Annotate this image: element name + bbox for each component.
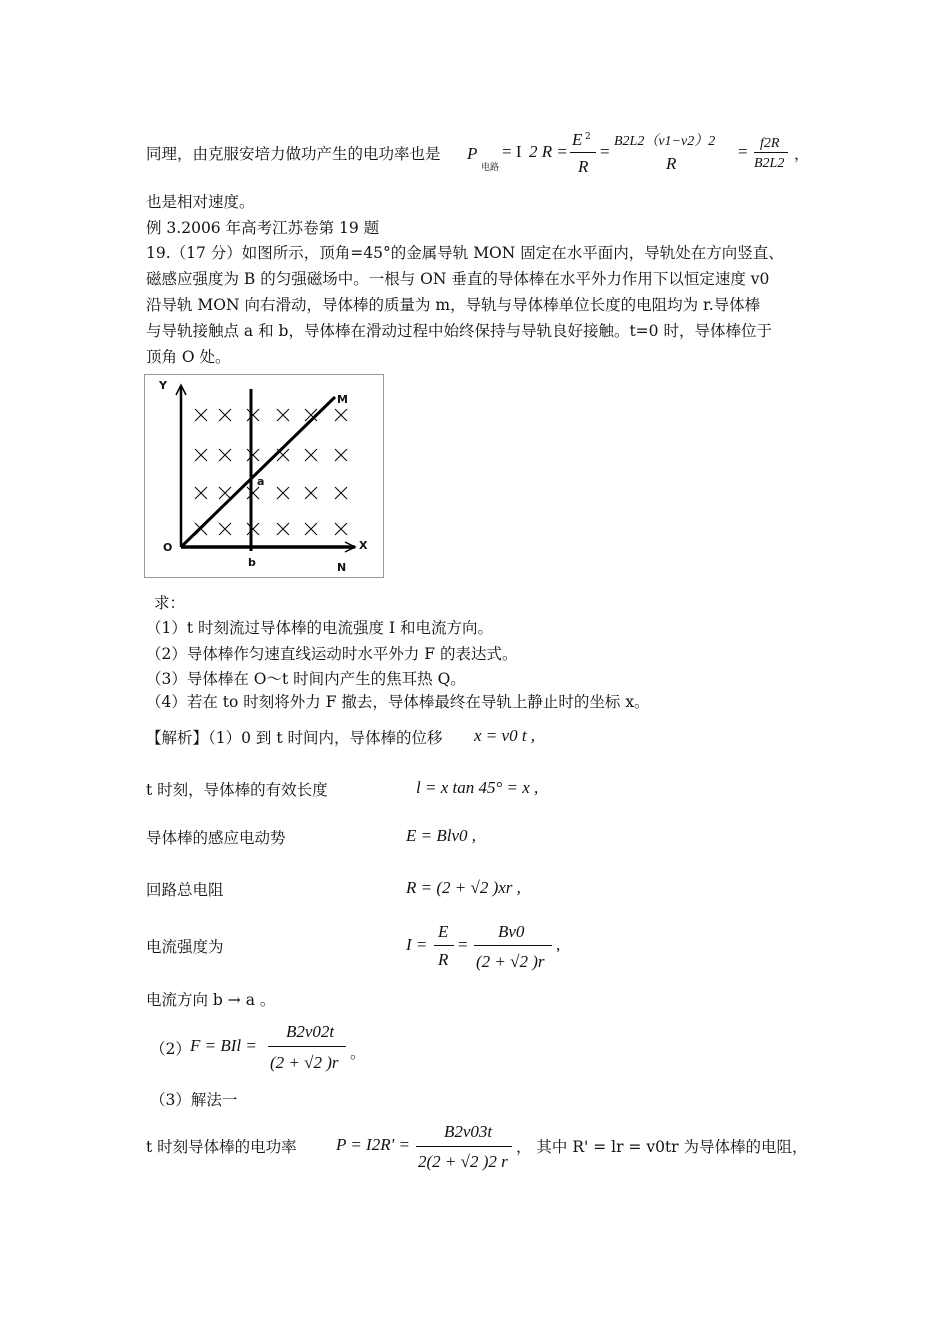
displacement-formula: x = v0 t , [474, 726, 536, 745]
current-eq: = [458, 935, 468, 954]
part2-lhs: F = BIl = [190, 1036, 257, 1055]
problem-line-3: 沿导轨 MON 向右滑动，导体棒的质量为 m，导轨与导体棒单位长度的电阻均为 r.导体棒 [146, 296, 761, 314]
row-effective-length-label: t 时刻，导体棒的有效长度 [146, 781, 328, 799]
frac1-numerator: E [572, 130, 583, 149]
row-effective-length-formula: l = x tan 45° = x , [416, 778, 539, 797]
field-x-marker [277, 449, 289, 461]
part2-tail: 。 [350, 1044, 366, 1062]
x-axis-label: X [359, 539, 368, 552]
part2-denominator: (2 + √2 )r [270, 1053, 339, 1072]
part3-text: t 时刻导体棒的电功率 [146, 1138, 297, 1156]
solution-header: 【解析】（1）0 到 t 时间内，导体棒的位移 [146, 729, 443, 747]
row-current-label: 电流强度为 [146, 938, 224, 956]
field-x-marker [195, 409, 207, 421]
field-x-marker [305, 487, 317, 499]
field-x-marker [277, 409, 289, 421]
row-emf-formula: E = Blv0 , [406, 826, 477, 845]
frac3-bar [754, 152, 788, 153]
m-point-label: M [337, 393, 348, 406]
b-point-label: b [248, 556, 256, 569]
current-lhs: I = [406, 935, 428, 954]
field-x-marker [195, 487, 207, 499]
problem-line-5: 顶角 O 处。 [146, 348, 231, 366]
frac3-numerator: f2R [760, 136, 780, 151]
current-frac-a-num: E [438, 922, 449, 941]
question-3: （3）导体棒在 O～t 时间内产生的焦耳热 Q。 [146, 670, 466, 688]
field-x-marker [195, 449, 207, 461]
intro-text: 同理，由克服安培力做功产生的电功率也是 [146, 145, 441, 163]
frac1-numerator-sup: 2 [585, 132, 591, 142]
part3-bar [416, 1146, 512, 1147]
part3-denominator: 2(2 + √2 )2 r [418, 1152, 508, 1171]
part3-tail: ， 其中 R' = lr = v0tr 为导体棒的电阻， [516, 1138, 808, 1156]
question-4: （4）若在 to 时刻将外力 F 撤去，导体棒最终在导轨上静止时的坐标 x。 [146, 693, 650, 711]
field-x-marker [305, 449, 317, 461]
row-resistance-label: 回路总电阻 [146, 881, 224, 899]
frac1-denominator: R [578, 157, 589, 176]
example-title: 例 3.2006 年高考江苏卷第 19 题 [146, 219, 380, 237]
field-x-marker [219, 449, 231, 461]
part3-label: （3）解法一 [150, 1091, 238, 1109]
formula-p: P [467, 144, 478, 163]
frac3-denominator: B2L2 [754, 156, 785, 171]
current-frac-a-bar [434, 945, 454, 946]
field-x-marker [247, 449, 259, 461]
field-x-marker [277, 487, 289, 499]
current-frac-b-den: (2 + √2 )r [476, 952, 545, 971]
field-x-marker [335, 523, 347, 535]
question-1: （1）t 时刻流过导体棒的电流强度 I 和电流方向。 [146, 619, 493, 637]
magnetic-field-figure [144, 374, 384, 578]
row-resistance-formula: R = (2 + √2 )xr , [406, 878, 521, 897]
field-x-marker [335, 409, 347, 421]
current-tail: , [556, 935, 561, 954]
field-x-marker [277, 523, 289, 535]
intro-tail: ， [794, 145, 810, 163]
field-x-marker [335, 449, 347, 461]
field-x-marker [219, 409, 231, 421]
formula-eq-i: = I [502, 142, 522, 161]
y-axis-label: Y [159, 379, 167, 392]
part2-bar [268, 1046, 346, 1047]
figure-drawing [145, 375, 385, 579]
frac3-eq: = [738, 142, 748, 161]
frac2-denominator: R [666, 154, 677, 173]
problem-line-2: 磁感应强度为 B 的匀强磁场中。一根与 ON 垂直的导体棒在水平外力作用下以恒定速度 v0 [146, 270, 770, 288]
field-x-marker [219, 523, 231, 535]
part3-numerator: B2v03t [444, 1122, 493, 1141]
a-point-label: a [257, 475, 265, 488]
field-x-marker [247, 487, 259, 499]
problem-line-4: 与导轨接触点 a 和 b，导体棒在滑动过程中始终保持与导轨良好接触。t=0 时，导体棒位于 [146, 322, 772, 340]
field-markers [195, 409, 347, 535]
field-x-marker [247, 523, 259, 535]
current-direction: 电流方向 b → a 。 [146, 991, 276, 1009]
relative-speed-line: 也是相对速度。 [146, 193, 255, 211]
frac1-bar [570, 152, 596, 153]
row-emf-label: 导体棒的感应电动势 [146, 829, 286, 847]
part2-label: （2） [150, 1040, 191, 1058]
field-x-marker [247, 409, 259, 421]
formula-i2r: 2 R = [529, 142, 568, 161]
problem-line-1: 19.（17 分）如图所示，顶角=45°的金属导轨 MON 固定在水平面内，导轨处在方向竖直、 [146, 244, 784, 262]
frac2-eq: = [600, 142, 610, 161]
origin-label: O [163, 541, 173, 554]
field-x-marker [335, 487, 347, 499]
part3-lhs: P = I2R' = [336, 1135, 410, 1154]
frac2-numerator: B2L2（v1−v2）2 [614, 134, 716, 149]
field-x-marker [219, 487, 231, 499]
current-frac-b-num: Bv0 [498, 922, 525, 941]
field-x-marker [305, 523, 317, 535]
current-frac-b-bar [474, 945, 552, 946]
part2-numerator: B2v02t [286, 1022, 335, 1041]
ask-label: 求： [154, 594, 186, 612]
formula-p-subscript: 电路 [481, 163, 500, 173]
question-2: （2）导体棒作匀速直线运动时水平外力 F 的表达式。 [146, 645, 518, 663]
n-point-label: N [337, 561, 347, 574]
field-x-marker [195, 523, 207, 535]
current-frac-a-den: R [438, 950, 449, 969]
